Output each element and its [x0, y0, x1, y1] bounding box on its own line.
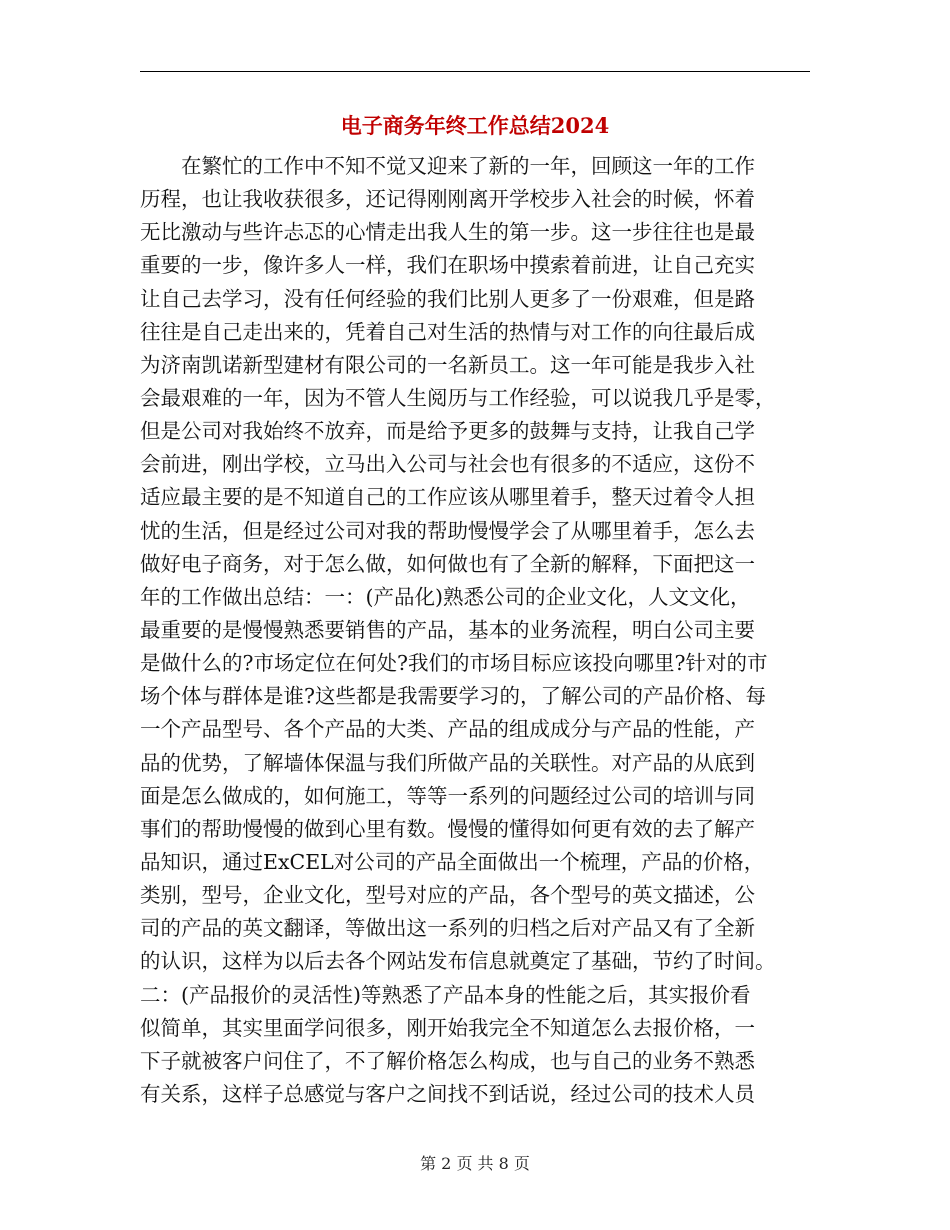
text-line: 的认识，这样为以后去各个网站发布信息就奠定了基础，节约了时间。	[140, 949, 776, 974]
text-line: 品的优势，了解墙体保温与我们所做产品的关联性。对产品的从底到	[140, 750, 755, 775]
page-footer: 第 2 页 共 8 页	[420, 1154, 530, 1173]
header-rule	[140, 71, 810, 72]
text-line: 年的工作做出总结：一：(产品化)熟悉公司的企业文化，人文文化，	[140, 584, 751, 609]
text-line: 面是怎么做成的，如何施工，等等一系列的问题经过公司的培训与同	[140, 783, 755, 808]
text-line: 品知识，通过ExCEL对公司的产品全面做出一个梳理，产品的价格，	[140, 849, 765, 874]
text-line: 无比激动与些许忐忑的心情走出我人生的第一步。这一步往往也是最	[140, 220, 755, 245]
text-line: 二：(产品报价的灵活性)等熟悉了产品本身的性能之后，其实报价看	[140, 982, 751, 1007]
document-title: 电子商务年终工作总结2024	[340, 113, 610, 138]
body-paragraph	[140, 150, 812, 1111]
text-line: 但是公司对我始终不放弃，而是给予更多的鼓舞与支持，让我自己学	[140, 419, 755, 444]
text-line: 在繁忙的工作中不知不觉又迎来了新的一年，回顾这一年的工作	[181, 154, 755, 178]
text-line: 做好电子商务，对于怎么做，如何做也有了全新的解释，下面把这一	[140, 551, 755, 576]
text-line: 让自己去学习，没有任何经验的我们比别人更多了一份艰难，但是路	[140, 286, 755, 311]
text-line: 有关系，这样子总感觉与客户之间找不到话说，经过公司的技术人员	[140, 1081, 755, 1106]
text-line: 最重要的是慢慢熟悉要销售的产品，基本的业务流程，明白公司主要	[140, 617, 755, 642]
text-line: 司的产品的英文翻译，等做出这一系列的归档之后对产品又有了全新	[140, 916, 755, 941]
text-line: 一个产品型号、各个产品的大类、产品的组成成分与产品的性能，产	[140, 717, 755, 742]
text-line: 场个体与群体是谁?这些都是我需要学习的，了解公司的产品价格、每	[140, 684, 766, 709]
text-line: 似简单，其实里面学问很多，刚开始我完全不知道怎么去报价格，一	[140, 1015, 755, 1040]
text-line: 事们的帮助慢慢的做到心里有数。慢慢的懂得如何更有效的去了解产	[140, 816, 755, 841]
text-line: 历程，也让我收获很多，还记得刚刚离开学校步入社会的时候，怀着	[140, 187, 755, 212]
text-line: 类别，型号，企业文化，型号对应的产品，各个型号的英文描述，公	[140, 883, 755, 908]
text-line: 是做什么的?市场定位在何处?我们的市场目标应该投向哪里?针对的市	[140, 651, 768, 676]
text-line: 往往是自己走出来的，凭着自己对生活的热情与对工作的向往最后成	[140, 319, 755, 344]
text-line: 适应最主要的是不知道自己的工作应该从哪里着手，整天过着令人担	[140, 485, 755, 510]
text-line: 会前进，刚出学校，立马出入公司与社会也有很多的不适应，这份不	[140, 452, 755, 477]
text-line: 下子就被客户问住了，不了解价格怎么构成，也与自己的业务不熟悉	[140, 1048, 755, 1073]
text-line: 重要的一步，像许多人一样，我们在职场中摸索着前进，让自己充实	[140, 253, 755, 278]
text-line: 忧的生活，但是经过公司对我的帮助慢慢学会了从哪里着手，怎么去	[140, 518, 755, 543]
text-line: 会最艰难的一年，因为不管人生阅历与工作经验，可以说我几乎是零，	[140, 385, 776, 410]
text-line: 为济南凯诺新型建材有限公司的一名新员工。这一年可能是我步入社	[140, 352, 755, 377]
